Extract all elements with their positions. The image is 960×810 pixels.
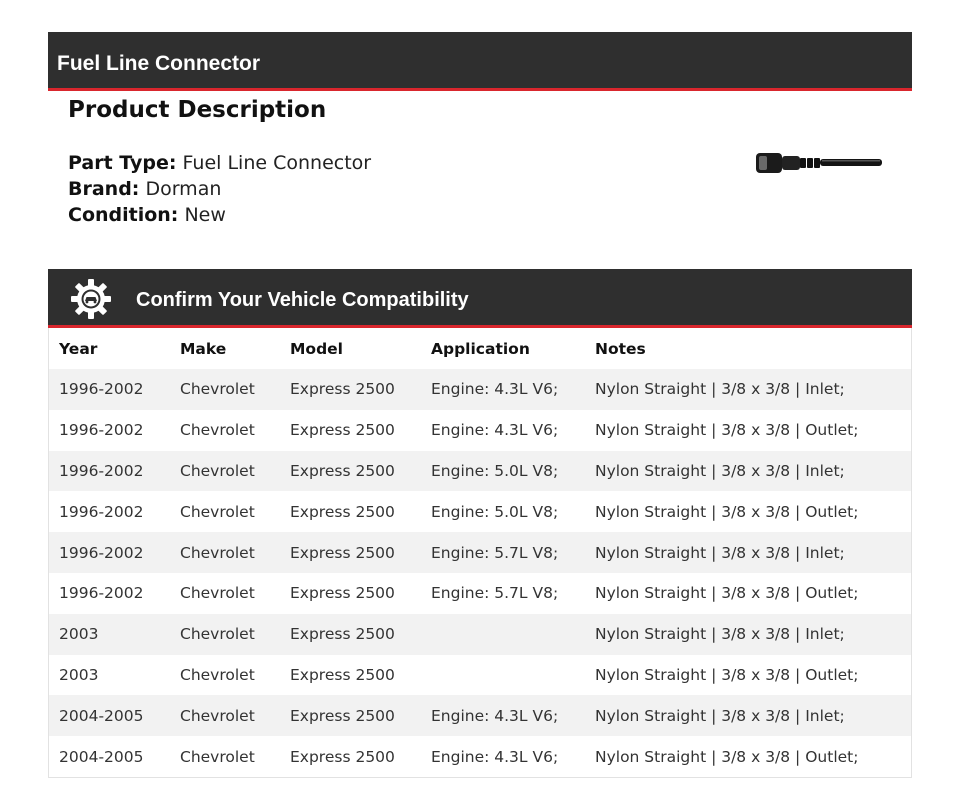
table-header-row [49,328,911,369]
cell-year: 1996-2002 [59,421,144,440]
cell-year: 1996-2002 [59,584,144,603]
cell-make: Chevrolet [180,747,255,766]
cell-make: Chevrolet [180,584,255,603]
cell-model: Express 2500 [290,502,395,521]
column-header-notes: Notes [595,339,646,358]
cell-application: Engine: 5.0L V8; [431,502,559,521]
column-header-model: Model [290,339,343,358]
table-row [49,532,911,573]
cell-make: Chevrolet [180,461,255,480]
compatibility-table [48,328,912,778]
cell-notes: Nylon Straight | 3/8 x 3/8 | Outlet; [595,747,859,766]
cell-year: 1996-2002 [59,380,144,399]
cell-make: Chevrolet [180,665,255,684]
cell-model: Express 2500 [290,584,395,603]
spec-condition [68,204,226,226]
cell-year: 1996-2002 [59,502,144,521]
column-header-make: Make [180,339,227,358]
table-row [49,451,911,492]
cell-make: Chevrolet [180,543,255,562]
cell-notes: Nylon Straight | 3/8 x 3/8 | Inlet; [595,625,845,644]
cell-model: Express 2500 [290,625,395,644]
cell-model: Express 2500 [290,706,395,725]
spec-value: Dorman [145,178,222,200]
cell-notes: Nylon Straight | 3/8 x 3/8 | Outlet; [595,421,859,440]
table-row [49,369,911,410]
cell-model: Express 2500 [290,461,395,480]
cell-notes: Nylon Straight | 3/8 x 3/8 | Inlet; [595,380,845,399]
cell-year: 2004-2005 [59,706,144,725]
cell-application: Engine: 5.7L V8; [431,543,559,562]
table-row [49,655,911,696]
cell-make: Chevrolet [180,380,255,399]
description-heading: Product Description [68,97,327,123]
cell-year: 2004-2005 [59,747,144,766]
cell-notes: Nylon Straight | 3/8 x 3/8 | Inlet; [595,543,845,562]
cell-model: Express 2500 [290,747,395,766]
cell-notes: Nylon Straight | 3/8 x 3/8 | Inlet; [595,706,845,725]
table-row [49,614,911,655]
table-row [49,695,911,736]
cell-year: 1996-2002 [59,543,144,562]
cell-make: Chevrolet [180,421,255,440]
spec-label: Part Type: [68,152,177,174]
title-banner [48,32,912,91]
spec-label: Condition: [68,204,179,226]
product-image [752,147,884,179]
gear-car-icon [70,278,112,320]
cell-application [421,655,585,696]
cell-notes: Nylon Straight | 3/8 x 3/8 | Inlet; [595,461,845,480]
table-row [49,491,911,532]
cell-application: Engine: 4.3L V6; [431,380,559,399]
table-row [49,736,911,777]
spec-part-type [68,152,371,174]
page-title: Fuel Line Connector [57,52,261,75]
cell-year: 1996-2002 [59,461,144,480]
cell-make: Chevrolet [180,625,255,644]
cell-year: 2003 [59,665,99,684]
spec-value: Fuel Line Connector [182,152,372,174]
cell-make: Chevrolet [180,502,255,521]
cell-model: Express 2500 [290,421,395,440]
column-header-application: Application [431,339,530,358]
cell-application: Engine: 5.7L V8; [431,584,559,603]
table-row [49,410,911,451]
cell-model: Express 2500 [290,665,395,684]
column-header-year: Year [59,339,98,358]
cell-application [421,614,585,655]
cell-year: 2003 [59,625,99,644]
spec-label: Brand: [68,178,140,200]
cell-notes: Nylon Straight | 3/8 x 3/8 | Outlet; [595,584,859,603]
compatibility-banner [48,269,912,328]
table-row [49,573,911,614]
cell-application: Engine: 5.0L V8; [431,461,559,480]
cell-notes: Nylon Straight | 3/8 x 3/8 | Outlet; [595,665,859,684]
cell-model: Express 2500 [290,543,395,562]
cell-model: Express 2500 [290,380,395,399]
cell-application: Engine: 4.3L V6; [431,706,559,725]
spec-brand [68,178,221,200]
cell-application: Engine: 4.3L V6; [431,421,559,440]
cell-application: Engine: 4.3L V6; [431,747,559,766]
cell-notes: Nylon Straight | 3/8 x 3/8 | Outlet; [595,502,859,521]
spec-value: New [184,204,226,226]
compatibility-title: Confirm Your Vehicle Compatibility [136,289,469,311]
cell-make: Chevrolet [180,706,255,725]
